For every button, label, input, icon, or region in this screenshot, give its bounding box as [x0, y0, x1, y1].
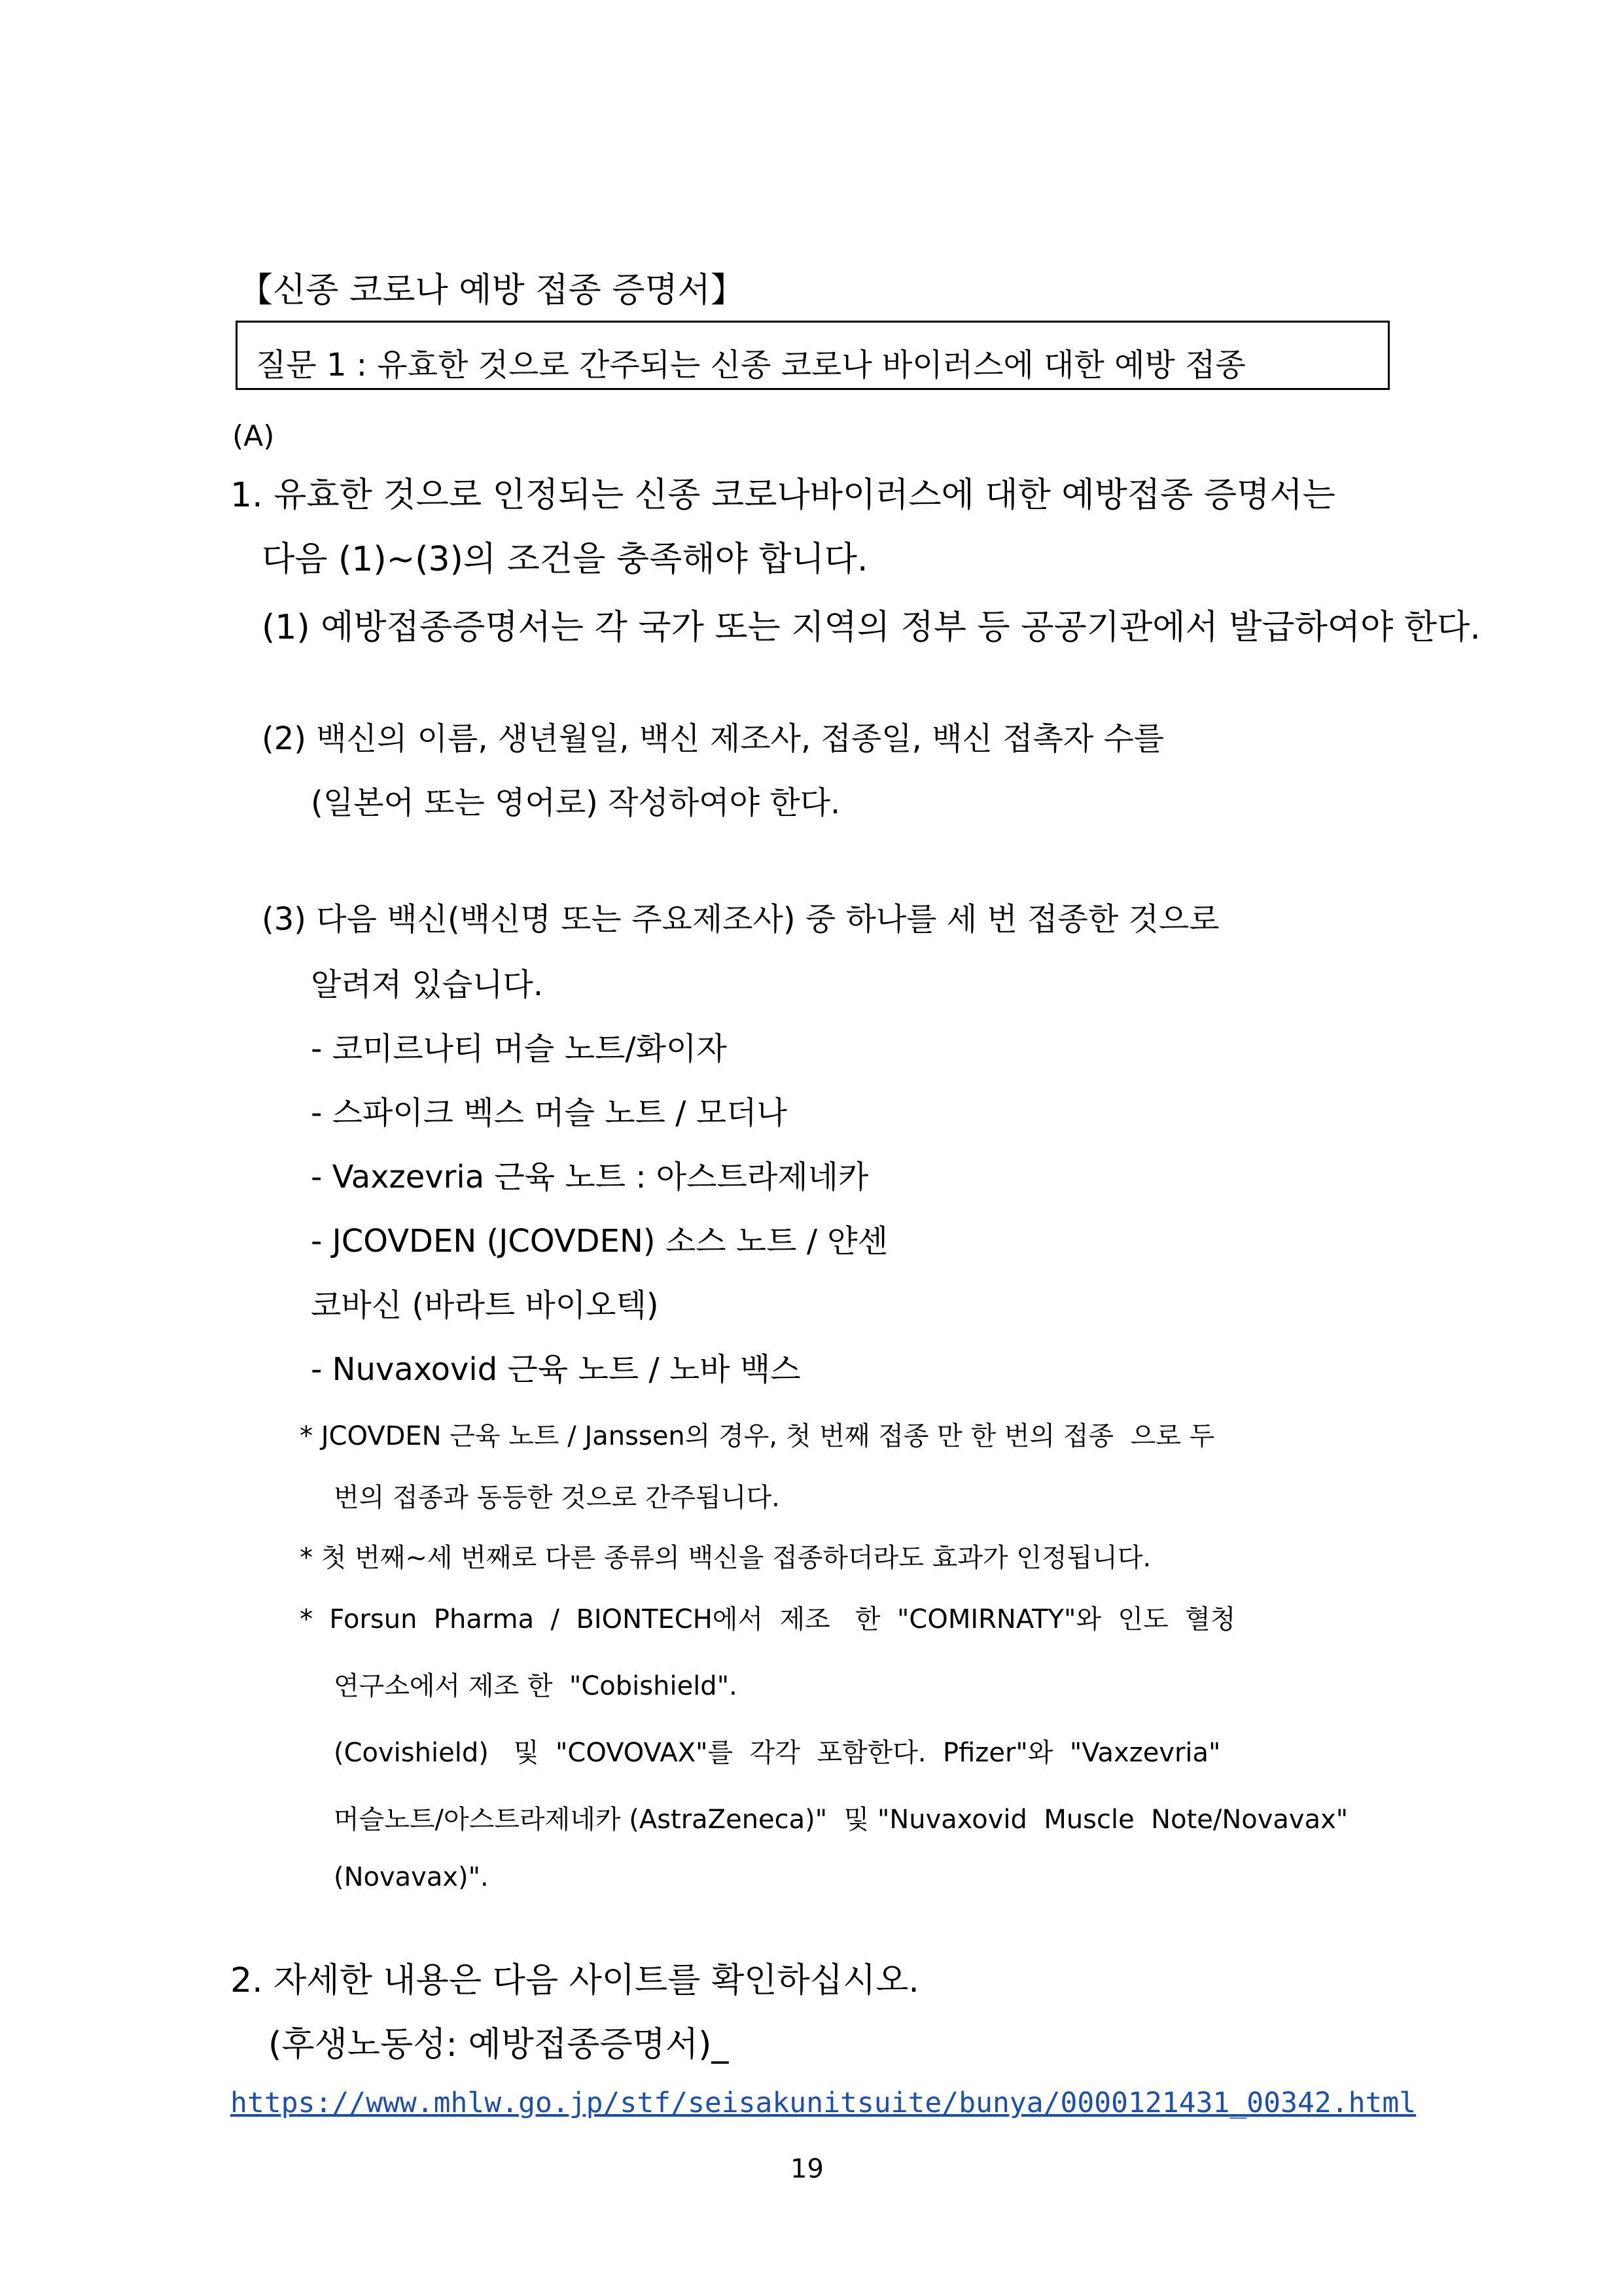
vaccine-list-item: 코바신 (바라트 바이오텍) [311, 1287, 659, 1324]
note-3-line3: (Covishield) 및 "COVOVAX"를 각각 포함한다. Pfizer"와 "Vaxzevria" [334, 1738, 1221, 1768]
note-1-line2: 번의 접종과 동등한 것으로 간주됩니다. [334, 1483, 780, 1513]
mhlw-link[interactable]: https://www.mhlw.go.jp/stf/seisakunitsuite/bunya/0000121431_00342.html [230, 2087, 1417, 2119]
note-3-line5: (Novavax)". [334, 1862, 489, 1892]
item2-line1: 2. 자세한 내용은 다음 사이트를 확인하십시오. [230, 1961, 919, 2000]
note-1-line1: * JCOVDEN 근육 노트 / Janssen의 경우, 첫 번째 접종 만 한 번의 접종 으로 두 [300, 1421, 1215, 1451]
page-number: 19 [790, 2154, 824, 2184]
question-box [236, 321, 1390, 390]
vaccine-list-item: - Nuvaxovid 근육 노트 / 노바 백스 [311, 1351, 801, 1388]
condition-2-line2: (일본어 또는 영어로) 작성하여야 한다. [311, 785, 841, 821]
item2-line2: (후생노동성: 예방접종증명서)_ [268, 2025, 729, 2064]
document-heading: 【신종 코로나 예방 접종 증명서】 [239, 271, 745, 310]
item1-line1: 1. 유효한 것으로 인정되는 신종 코로나바이러스에 대한 예방접종 증명서는 [230, 476, 1335, 515]
answer-label: (A) [232, 419, 275, 453]
condition-3-line1: (3) 다음 백신(백신명 또는 주요제조사) 중 하나를 세 번 접종한 것으로 [262, 901, 1220, 938]
note-3-line4: 머슬노트/아스트라제네카 (AstraZeneca)" 및 "Nuvaxovid Muscle Note/Novavax" [334, 1805, 1349, 1835]
question-text: 질문 1 : 유효한 것으로 간주되는 신종 코로나 바이러스에 대한 예방 접종 [256, 347, 1246, 383]
note-3-line1: * Forsun Pharma / BIONTECH에서 제조 한 "COMIRNATY"와 인도 혈청 [300, 1604, 1236, 1634]
note-3-line2: 연구소에서 제조 한 "Cobishield". [334, 1671, 737, 1701]
vaccine-list-item: - 코미르나티 머슬 노트/화이자 [311, 1031, 727, 1067]
vaccine-list-item: - Vaxzevria 근육 노트 : 아스트라제네카 [311, 1159, 869, 1195]
note-2: * 첫 번째~세 번째로 다른 종류의 백신을 접종하더라도 효과가 인정됩니다. [300, 1543, 1152, 1573]
condition-1: (1) 예방접종증명서는 각 국가 또는 지역의 정부 등 공공기관에서 발급하여야 한다. [262, 608, 1481, 647]
item1-line2: 다음 (1)~(3)의 조건을 충족해야 합니다. [262, 540, 868, 579]
vaccine-list-item: - 스파이크 벡스 머슬 노트 / 모더나 [311, 1095, 787, 1131]
condition-2-line1: (2) 백신의 이름, 생년월일, 백신 제조사, 접종일, 백신 접촉자 수를 [262, 720, 1165, 757]
vaccine-list-item: - JCOVDEN (JCOVDEN) 소스 노트 / 얀센 [311, 1223, 888, 1260]
condition-3-line2: 알려져 있습니다. [311, 966, 544, 1003]
